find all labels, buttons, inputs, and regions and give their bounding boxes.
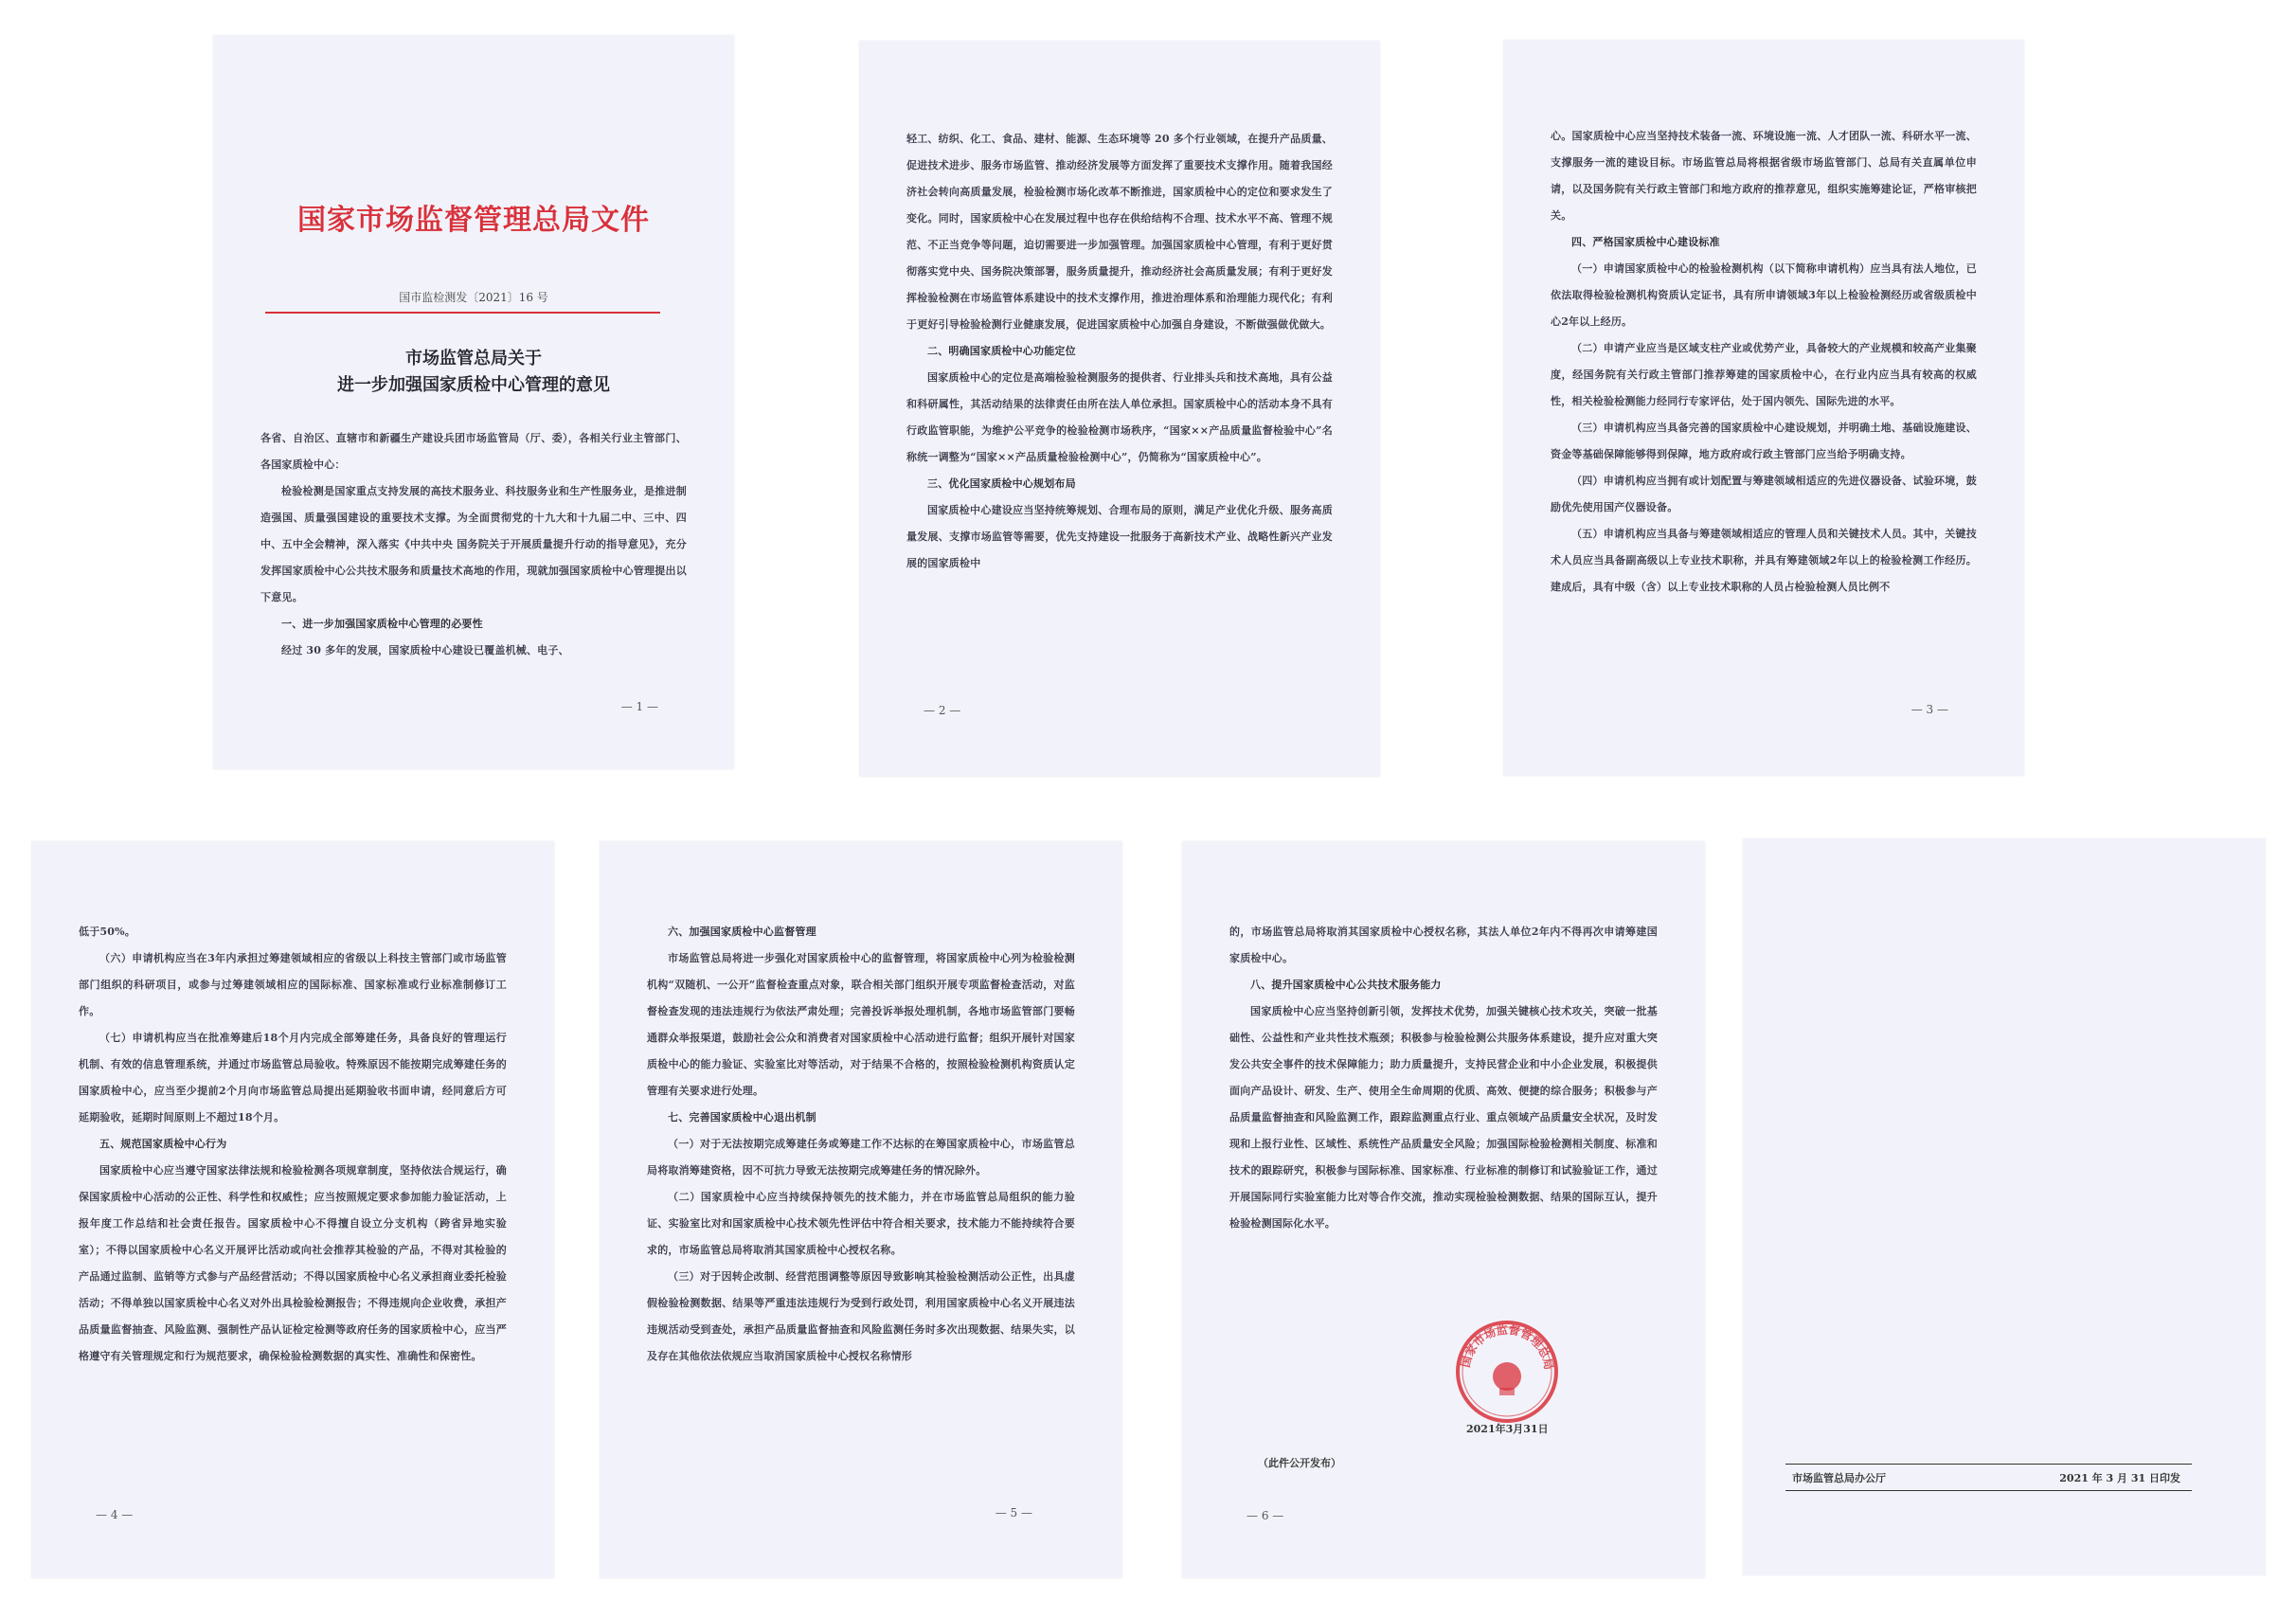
seal-text: 国家市场监督管理总局 xyxy=(1459,1322,1556,1371)
document-page-7 xyxy=(1743,838,2266,1575)
paragraph: （三）申请机构应当具备完善的国家质检中心建设规划，并明确土地、基础设施建设、资金等基础保障能够得到保障，地方政府或行政主管部门应当给予明确支持。 xyxy=(1551,422,1977,460)
paragraph: （三）对于因转企改制、经营范围调整等原因导致影响其检验检测活动公正性，出具虚假检验检测数据、结果等严重违法违规行为受到行政处罚，利用国家质检中心名义开展违法违规活动受到查处，承担产品质量监督抽查和风险监测任务时多次出现数据、结果失实，以及存在其他依法依规应当取消国家质检中心授权名称情形 xyxy=(647,1270,1075,1362)
paragraph: （二）申请产业应当是区域支柱产业或优势产业，具备较大的产业规模和较高产业集聚度，经国务院有关行政主管部门推荐筹建的国家质检中心，在行业内应当具有较高的权威性，相关检验检测能力经同行专家评估，处于国内领先、国际先进的水平。 xyxy=(1551,342,1977,407)
page-number: — 5 — xyxy=(995,1506,1032,1519)
section-heading: 四、严格国家质检中心建设标准 xyxy=(1571,236,1720,248)
title-line-1: 市场监管总局关于 xyxy=(405,349,542,369)
paragraph: 检验检测是国家重点支持发展的高技术服务业、科技服务业和生产性服务业，是推进制造强国、质量强国建设的重要技术支撑。为全面贯彻党的十九大和十九届二中、三中、四中、五中全会精神，深入落实《中共中央 国务院关于开展质量提升行动的指导意见》，充分发挥国家质检中心公共技术服务和质量技术高地的作用，现就加强国家质检中心管理提出以下意见。 xyxy=(260,485,687,603)
paragraph: 国家质检中心的定位是高端检验检测服务的提供者、行业排头兵和技术高地，具有公益和科研属性，其活动结果的法律责任由所在法人单位承担。国家质检中心的活动本身不具有行政监管职能，为维护公平竞争的检验检测市场秩序，“国家××产品质量监督检验中心”名称统一调整为“国家××产品质量检验检测中心”，仍简称为“国家质检中心”。 xyxy=(906,371,1333,463)
document-page-6 xyxy=(1182,841,1705,1578)
paragraph: （一）对于无法按期完成筹建任务或筹建工作不达标的在筹国家质检中心，市场监管总局将取消筹建资格，因不可抗力导致无法按期完成筹建任务的情况除外。 xyxy=(647,1138,1075,1177)
paragraph: 心。国家质检中心应当坚持技术装备一流、环境设施一流、人才团队一流、科研水平一流、支撑服务一流的建设目标。市场监管总局将根据省级市场监管部门、总局有关直属单位申请，以及国务院有关行政主管部门和地方政府的推荐意见，组织实施筹建论证，严格审核把关。 xyxy=(1551,130,1977,222)
paragraph: （二）国家质检中心应当持续保持领先的技术能力，并在市场监管总局组织的能力验证、实验室比对和国家质检中心技术领先性评估中符合相关要求，技术能力不能持续符合要求的，市场监管总局将取消其国家质检中心授权名称。 xyxy=(647,1191,1075,1256)
document-title xyxy=(213,346,734,399)
paragraph: 轻工、纺织、化工、食品、建材、能源、生态环境等 20 多个行业领域，在提升产品质量、促进技术进步、服务市场监管、推动经济发展等方面发挥了重要技术支撑作用。随着我国经济社会转向高质量发展，检验检测市场化改革不断推进，国家质检中心的定位和要求发生了变化。同时，国家质检中心在发展过程中也存在供给结构不合理、技术水平不高、管理不规范、不正当竞争等问题，迫切需要进一步加强管理。加强国家质检中心管理，有利于更好贯彻落实党中央、国务院决策部署，服务质量提升，推动经济社会高质量发展；有利于更好发挥检验检测在市场监管体系建设中的技术支撑作用，推进治理体系和治理能力现代化；有利于更好引导检验检测行业健康发展，促进国家质检中心加强自身建设，不断做强做优做大。 xyxy=(906,133,1333,331)
document-page-4 xyxy=(31,841,554,1578)
paragraph: 经过 30 多年的发展，国家质检中心建设已覆盖机械、电子、 xyxy=(281,644,569,656)
section-heading: 六、加强国家质检中心监督管理 xyxy=(668,926,816,938)
paragraph: （四）申请机构应当拥有或计划配置与筹建领域相适应的先进仪器设备、试验环境，鼓励优先使用国产仪器设备。 xyxy=(1551,475,1977,513)
section-heading: 八、提升国家质检中心公共技术服务能力 xyxy=(1250,979,1442,991)
section-heading: 三、优化国家质检中心规划布局 xyxy=(927,477,1076,490)
page-body xyxy=(647,919,1075,1370)
section-heading: 五、规范国家质检中心行为 xyxy=(99,1138,227,1150)
page-number: — 3 — xyxy=(1910,703,1948,716)
paragraph: （七）申请机构应当在批准筹建后18个月内完成全部筹建任务，具备良好的管理运行机制、有效的信息管理系统，并通过市场监管总局验收。特殊原因不能按期完成筹建任务的国家质检中心，应当至少提前2个月向市场监管总局提出延期验收书面申请，经同意后方可延期验收，延期时间原则上不超过18个月。 xyxy=(79,1032,507,1124)
footer-office: 市场监管总局办公厅 xyxy=(1792,1472,1886,1484)
page-body xyxy=(1551,123,1977,601)
page-body xyxy=(906,126,1333,577)
document-page-3 xyxy=(1503,40,2024,776)
page-number: — 6 — xyxy=(1247,1509,1284,1522)
section-heading: 二、明确国家质检中心功能定位 xyxy=(927,345,1076,357)
page-body xyxy=(79,919,507,1370)
document-page-1 xyxy=(213,35,734,769)
paragraph: 低于50%。 xyxy=(79,926,135,938)
document-header: 国家市场监督管理总局文件 xyxy=(297,204,650,237)
paragraph: （一）申请国家质检中心的检验检测机构（以下简称申请机构）应当具有法人地位，已依法取得检验检测机构资质认定证书，具有所申请领域3年以上检验检测经历或省级质检中心2年以上经历。 xyxy=(1551,262,1977,328)
header-divider xyxy=(265,312,660,314)
document-page-5 xyxy=(600,841,1122,1578)
footer-print-date: 2021 年 3 月 31 日印发 xyxy=(2059,1472,2180,1484)
page-number: — 1 — xyxy=(620,700,658,713)
seal-date: 2021年3月31日 xyxy=(1466,1423,1549,1435)
official-seal-icon xyxy=(1455,1320,1559,1424)
page-body xyxy=(1229,919,1658,1237)
paragraph: （六）申请机构应当在3年内承担过筹建领域相应的省级以上科技主管部门或市场监管部门组织的科研项目，或参与过筹建领域相应的国际标准、国家标准或行业标准制修订工作。 xyxy=(79,952,507,1017)
paragraph: 国家质检中心应当坚持创新引领，发挥技术优势，加强关键核心技术攻关，突破一批基础性、公益性和产业共性技术瓶颈；积极参与检验检测公共服务体系建设，提升应对重大突发公共安全事件的技术保障能力；助力质量提升，支持民营企业和中小企业发展，积极提供面向产品设计、研发、生产、使用全生命周期的优质、高效、便捷的综合服务；积极参与产品质量监督抽查和风险监测工作，跟踪监测重点行业、重点领域产品质量安全状况，及时发现和上报行业性、区域性、系统性产品质量安全风险；加强国际检验检测相关制度、标准和技术的跟踪研究，积极参与国际标准、国家标准、行业标准的制修订和试验验证工作，通过开展国际同行实验室能力比对等合作交流，推动实现检验检测数据、结果的国际互认，提升检验检测国际化水平。 xyxy=(1229,1005,1658,1230)
document-number: 国市监检测发〔2021〕16 号 xyxy=(399,291,548,304)
paragraph: 国家质检中心应当遵守国家法律法规和检验检测各项规章制度，坚持依法合规运行，确保国家质检中心活动的公正性、科学性和权威性；应当按照规定要求参加能力验证活动，上报年度工作总结和社会责任报告。国家质检中心不得擅自设立分支机构（跨省异地实验室）；不得以国家质检中心名义开展评比活动或向社会推荐其检验的产品，不得对其检验的产品通过监制、监销等方式参与产品经营活动；不得以国家质检中心名义承担商业委托检验活动；不得单独以国家质检中心名义对外出具检验检测报告；不得违规向企业收费，承担产品质量监督抽查、风险监测、强制性产品认证检定检测等政府任务的国家质检中心，应当严格遵守有关管理规定和行为规范要求，确保检验检测数据的真实性、准确性和保密性。 xyxy=(79,1164,507,1362)
footer-bottom-rule xyxy=(1785,1490,2192,1491)
title-line-2: 进一步加强国家质检中心管理的意见 xyxy=(337,375,610,395)
page-body xyxy=(260,425,687,664)
publication-note: （此件公开发布） xyxy=(1258,1457,1341,1469)
footer-top-rule xyxy=(1785,1464,2192,1465)
page-number: — 4 — xyxy=(96,1508,134,1521)
paragraph: 市场监管总局将进一步强化对国家质检中心的监督管理，将国家质检中心列为检验检测机构“双随机、一公开”监督检查重点对象，联合相关部门组织开展专项监督检查活动，对监督检查发现的违法违规行为依法严肃处理；完善投诉举报处理机制，各地市场监管部门要畅通群众举报渠道，鼓励社会公众和消费者对国家质检中心活动进行监督；组织开展针对国家质检中心的能力验证、实验室比对等活动，对于结果不合格的，按照检验检测机构资质认定管理有关要求进行处理。 xyxy=(647,952,1075,1097)
document-page-2 xyxy=(859,41,1380,777)
page-number: — 2 — xyxy=(924,704,961,717)
section-heading: 一、进一步加强国家质检中心管理的必要性 xyxy=(281,618,483,630)
paragraph: 各省、自治区、直辖市和新疆生产建设兵团市场监管局（厅、委），各相关行业主管部门、各国家质检中心： xyxy=(260,432,687,471)
paragraph: 国家质检中心建设应当坚持统筹规划、合理布局的原则，满足产业优化升级、服务高质量发展、支撑市场监管等需要，优先支持建设一批服务于高新技术产业、战略性新兴产业发展的国家质检中 xyxy=(906,504,1333,569)
section-heading: 七、完善国家质检中心退出机制 xyxy=(668,1111,816,1124)
paragraph: （五）申请机构应当具备与筹建领域相适应的管理人员和关键技术人员。其中，关键技术人员应当具备副高级以上专业技术职称，并具有筹建领域2年以上的检验检测工作经历。建成后，具有中级（含）以上专业技术职称的人员占检验检测人员比例不 xyxy=(1551,528,1977,593)
paragraph: 的，市场监管总局将取消其国家质检中心授权名称，其法人单位2年内不得再次申请筹建国家质检中心。 xyxy=(1229,926,1658,964)
